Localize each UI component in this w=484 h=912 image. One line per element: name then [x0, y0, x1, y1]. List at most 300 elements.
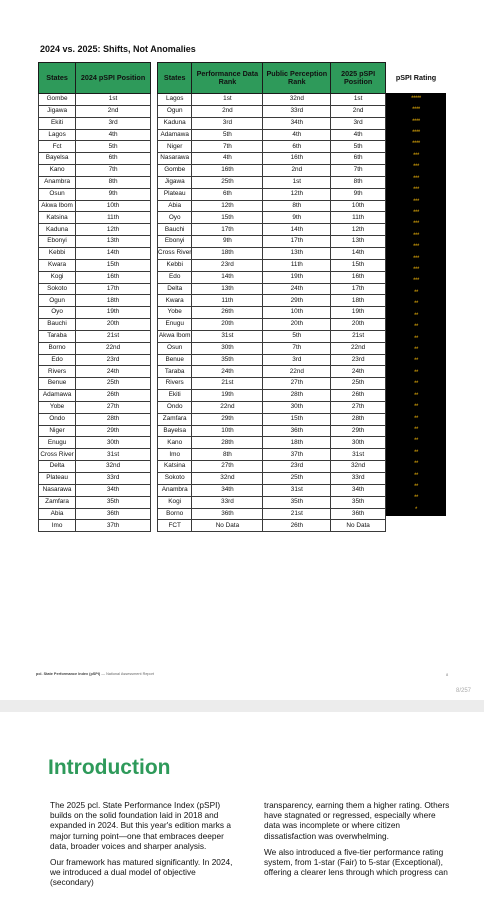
rank-cell: 35th — [76, 496, 151, 508]
table-row — [158, 390, 386, 402]
state-cell: Kogi — [158, 496, 192, 508]
table-row — [158, 366, 386, 378]
rank-cell: 25th — [263, 473, 331, 485]
rank-cell: 17th — [76, 283, 151, 295]
table-row — [39, 520, 151, 532]
footer-subtitle: — National Assessment Report — [100, 672, 154, 676]
rank-cell: 9th — [331, 188, 386, 200]
table-row — [39, 307, 151, 319]
rank-cell: 29th — [76, 425, 151, 437]
rank-cell: 33rd — [192, 496, 263, 508]
rank-cell: 15th — [331, 259, 386, 271]
rank-cell: 5th — [263, 330, 331, 342]
page-footer — [36, 672, 154, 676]
rank-cell: 30th — [263, 401, 331, 413]
star-rating: ** — [414, 438, 418, 445]
rank-cell: 31st — [331, 449, 386, 461]
star-rating: ** — [414, 358, 418, 365]
rank-cell: 24th — [263, 283, 331, 295]
state-cell: Katsina — [39, 212, 76, 224]
rank-cell: 7th — [263, 342, 331, 354]
table-row — [39, 200, 151, 212]
table-row — [158, 94, 386, 106]
rank-cell: 31st — [76, 449, 151, 461]
state-cell: Ekiti — [158, 390, 192, 402]
rating-header: pSPI Rating — [395, 73, 437, 82]
state-cell: Abia — [39, 508, 76, 520]
rank-cell: 9th — [76, 188, 151, 200]
rank-cell: 37th — [263, 449, 331, 461]
star-rating: *** — [413, 152, 419, 159]
state-cell: Osun — [39, 188, 76, 200]
table-row — [39, 413, 151, 425]
rank-cell: 23rd — [263, 461, 331, 473]
rank-cell: 28th — [263, 390, 331, 402]
star-rating: ** — [414, 404, 418, 411]
table-row — [158, 176, 386, 188]
state-cell: Gombe — [39, 94, 76, 106]
rank-cell: 2nd — [331, 105, 386, 117]
rank-cell: 13th — [76, 236, 151, 248]
rank-cell: 4th — [331, 129, 386, 141]
star-rating: ** — [414, 312, 418, 319]
state-cell: Rivers — [158, 378, 192, 390]
table-row — [39, 425, 151, 437]
rank-cell: 37th — [76, 520, 151, 532]
rank-cell: 17th — [192, 224, 263, 236]
rank-cell: 13th — [331, 236, 386, 248]
table-row — [39, 496, 151, 508]
rank-cell: 31st — [263, 484, 331, 496]
rank-cell: 30th — [76, 437, 151, 449]
section-heading: 2024 vs. 2025: Shifts, Not Anomalies — [40, 44, 196, 54]
rank-cell: 24th — [192, 366, 263, 378]
state-cell: Jigawa — [158, 176, 192, 188]
rank-cell: 24th — [331, 366, 386, 378]
rank-cell: 26th — [331, 390, 386, 402]
rank-cell: 13th — [192, 283, 263, 295]
table-row — [158, 342, 386, 354]
table-row — [158, 484, 386, 496]
rank-cell: 36th — [76, 508, 151, 520]
rank-cell: 20th — [263, 319, 331, 331]
rank-cell: 34th — [192, 484, 263, 496]
table-row — [39, 259, 151, 271]
state-cell: Anambra — [158, 484, 192, 496]
column-header: Performance Data Rank — [192, 63, 263, 94]
table-row — [158, 473, 386, 485]
rank-cell: 4th — [76, 129, 151, 141]
state-cell: Ebonyi — [39, 236, 76, 248]
rank-cell: 22nd — [331, 342, 386, 354]
rank-cell: 35th — [331, 496, 386, 508]
rank-cell: 10th — [192, 425, 263, 437]
rating-stars-list — [386, 93, 446, 516]
rank-cell: 18th — [331, 295, 386, 307]
rank-cell: 15th — [263, 413, 331, 425]
state-cell: Delta — [39, 461, 76, 473]
state-cell: Borno — [158, 508, 192, 520]
table-row — [39, 295, 151, 307]
star-rating: ** — [414, 301, 418, 308]
rank-cell: 1st — [331, 94, 386, 106]
rank-cell: 4th — [263, 129, 331, 141]
rank-cell: 30th — [331, 437, 386, 449]
state-cell: Imo — [39, 520, 76, 532]
rank-cell: 12th — [263, 188, 331, 200]
table-row — [158, 413, 386, 425]
state-cell: Borno — [39, 342, 76, 354]
table-row — [39, 176, 151, 188]
report-page-next — [0, 712, 484, 912]
table-row — [39, 461, 151, 473]
state-cell: Enugu — [39, 437, 76, 449]
rank-cell: 8th — [76, 176, 151, 188]
rank-cell: 3rd — [192, 117, 263, 129]
star-rating: ** — [414, 461, 418, 468]
rank-cell: 25th — [76, 378, 151, 390]
rank-cell: 6th — [263, 141, 331, 153]
table-row — [39, 484, 151, 496]
rank-cell: 19th — [263, 271, 331, 283]
rank-cell: 27th — [263, 378, 331, 390]
rank-cell: 9th — [263, 212, 331, 224]
rank-cell: 6th — [76, 153, 151, 165]
state-cell: Lagos — [39, 129, 76, 141]
rank-cell: 17th — [331, 283, 386, 295]
state-cell: Ebonyi — [158, 236, 192, 248]
rank-cell: 14th — [76, 247, 151, 259]
rank-cell: 2nd — [263, 165, 331, 177]
rank-cell: 8th — [263, 200, 331, 212]
state-cell: Jigawa — [39, 105, 76, 117]
rank-cell: 5th — [76, 141, 151, 153]
table-row — [39, 283, 151, 295]
paragraph: Our framework has matured significantly. In 2024, we introduced a dual model of objective (secondary) — [50, 857, 233, 888]
table-row — [39, 165, 151, 177]
state-cell: Akwa Ibom — [39, 200, 76, 212]
table-row — [158, 188, 386, 200]
state-cell: Niger — [39, 425, 76, 437]
state-cell: Bayelsa — [158, 425, 192, 437]
rank-cell: 28th — [192, 437, 263, 449]
state-cell: Oyo — [39, 307, 76, 319]
table-row — [39, 473, 151, 485]
rank-cell: 16th — [76, 271, 151, 283]
state-cell: Sokoto — [158, 473, 192, 485]
rank-cell: 27th — [192, 461, 263, 473]
rank-cell: 12th — [76, 224, 151, 236]
star-rating: ** — [414, 426, 418, 433]
star-rating: *** — [413, 244, 419, 251]
table-row — [39, 247, 151, 259]
table-row — [39, 330, 151, 342]
rank-cell: 22nd — [263, 366, 331, 378]
state-cell: Kebbi — [158, 259, 192, 271]
rank-cell: 28th — [76, 413, 151, 425]
state-cell: Bauchi — [158, 224, 192, 236]
rank-cell: 5th — [331, 141, 386, 153]
state-cell: Taraba — [158, 366, 192, 378]
table-row — [158, 165, 386, 177]
star-rating: ** — [414, 381, 418, 388]
state-cell: Kano — [39, 165, 76, 177]
state-cell: Katsina — [158, 461, 192, 473]
state-cell: FCT — [158, 520, 192, 532]
rank-cell: 14th — [331, 247, 386, 259]
rank-cell: 10th — [331, 200, 386, 212]
star-rating: ** — [414, 346, 418, 353]
table-row — [39, 401, 151, 413]
rank-cell: 6th — [331, 153, 386, 165]
state-cell: Zamfara — [39, 496, 76, 508]
rank-cell: 35th — [263, 496, 331, 508]
table-row — [39, 105, 151, 117]
table-row — [39, 390, 151, 402]
star-rating: ** — [414, 369, 418, 376]
table-row — [158, 508, 386, 520]
rank-cell: 13th — [263, 247, 331, 259]
rank-cell: 34th — [331, 484, 386, 496]
rank-cell: 22nd — [192, 401, 263, 413]
rank-cell: 11th — [263, 259, 331, 271]
star-rating: ** — [414, 415, 418, 422]
star-rating: *** — [413, 164, 419, 171]
rank-cell: 18th — [192, 247, 263, 259]
state-cell: Kano — [158, 437, 192, 449]
rank-cell: 7th — [331, 165, 386, 177]
table-row — [39, 129, 151, 141]
state-cell: Edo — [158, 271, 192, 283]
table-row — [158, 153, 386, 165]
table-row — [158, 271, 386, 283]
star-rating: *** — [413, 232, 419, 239]
rank-cell: 1st — [192, 94, 263, 106]
state-cell: Kogi — [39, 271, 76, 283]
table-row — [158, 425, 386, 437]
rank-cell: 20th — [331, 319, 386, 331]
state-cell: Ogun — [39, 295, 76, 307]
state-cell: Imo — [158, 449, 192, 461]
state-cell: Benue — [158, 354, 192, 366]
rank-cell: 20th — [192, 319, 263, 331]
table-row — [39, 437, 151, 449]
rank-cell: 12th — [331, 224, 386, 236]
table-2025-positions — [157, 62, 386, 532]
rank-cell: 21st — [192, 378, 263, 390]
table-row — [39, 94, 151, 106]
state-cell: Plateau — [158, 188, 192, 200]
star-rating: ** — [414, 324, 418, 331]
state-cell: Kwara — [39, 259, 76, 271]
rank-cell: 21st — [331, 330, 386, 342]
rank-cell: 21st — [263, 508, 331, 520]
state-cell: Ondo — [158, 401, 192, 413]
rank-cell: 25th — [331, 378, 386, 390]
rank-cell: 26th — [192, 307, 263, 319]
table-row — [158, 354, 386, 366]
rank-cell: 23rd — [331, 354, 386, 366]
page-separator — [0, 700, 484, 712]
text-column-right — [264, 800, 454, 883]
rank-cell: 16th — [263, 153, 331, 165]
state-cell: Zamfara — [158, 413, 192, 425]
table-2024-positions — [38, 62, 151, 532]
rank-cell: 29th — [192, 413, 263, 425]
state-cell: Delta — [158, 283, 192, 295]
table-row — [158, 437, 386, 449]
table-row — [158, 236, 386, 248]
rank-cell: 32nd — [76, 461, 151, 473]
rank-cell: 29th — [331, 425, 386, 437]
star-rating: ** — [414, 472, 418, 479]
star-rating: * — [415, 506, 417, 513]
state-cell: Lagos — [158, 94, 192, 106]
star-rating: ** — [414, 495, 418, 502]
rank-cell: 34th — [263, 117, 331, 129]
star-rating: ** — [414, 289, 418, 296]
table-row — [158, 105, 386, 117]
intro-title: Introduction — [48, 756, 171, 779]
star-rating: ** — [414, 449, 418, 456]
column-header: Public Perception Rank — [263, 63, 331, 94]
state-cell: Kebbi — [39, 247, 76, 259]
rank-cell: 23rd — [76, 354, 151, 366]
star-rating: **** — [412, 107, 420, 114]
paragraph: We also introduced a five-tier performance rating system, from 1-star (Fair) to 5-star (Exceptional), offering a clearer lens through which progress can — [264, 846, 448, 878]
rank-cell: 36th — [263, 425, 331, 437]
state-cell: Fct — [39, 141, 76, 153]
state-cell: Ogun — [158, 105, 192, 117]
rank-cell: 32nd — [331, 461, 386, 473]
state-cell: Ekiti — [39, 117, 76, 129]
table-row — [39, 141, 151, 153]
table-row — [39, 117, 151, 129]
rank-cell: 17th — [263, 236, 331, 248]
rank-cell: 19th — [331, 307, 386, 319]
star-rating: *** — [413, 175, 419, 182]
state-cell: Plateau — [39, 473, 76, 485]
rank-cell: 1st — [76, 94, 151, 106]
rank-cell: 33rd — [263, 105, 331, 117]
table-row — [39, 342, 151, 354]
state-cell: Cross River — [158, 247, 192, 259]
star-rating: *** — [413, 278, 419, 285]
column-header: States — [39, 63, 76, 94]
table-row — [158, 200, 386, 212]
footer-brand: pcl. State Performance Index (pSPI) — [36, 672, 101, 676]
table-row — [39, 188, 151, 200]
rank-cell: 2nd — [76, 105, 151, 117]
table-row — [158, 330, 386, 342]
table-row — [158, 212, 386, 224]
rank-cell: 7th — [192, 141, 263, 153]
state-cell: Kwara — [158, 295, 192, 307]
rank-cell: 32nd — [263, 94, 331, 106]
rank-cell: 36th — [192, 508, 263, 520]
rank-cell: 2nd — [192, 105, 263, 117]
rank-cell: 11th — [76, 212, 151, 224]
column-header: States — [158, 63, 192, 94]
table-row — [158, 247, 386, 259]
table-row — [158, 401, 386, 413]
pspi-rating-column — [386, 62, 446, 516]
state-cell: Akwa Ibom — [158, 330, 192, 342]
rank-cell: 1st — [263, 176, 331, 188]
rank-cell: 32nd — [192, 473, 263, 485]
table-row — [158, 449, 386, 461]
state-cell: Rivers — [39, 366, 76, 378]
state-cell: Cross River — [39, 449, 76, 461]
table-row — [158, 129, 386, 141]
state-cell: Benue — [39, 378, 76, 390]
rank-cell: 14th — [192, 271, 263, 283]
star-rating: *** — [413, 255, 419, 262]
rank-cell: No Data — [331, 520, 386, 532]
rank-cell: 4th — [192, 153, 263, 165]
table-row — [158, 461, 386, 473]
state-cell: Nasarawa — [39, 484, 76, 496]
state-cell: Kaduna — [39, 224, 76, 236]
state-cell: Bayelsa — [39, 153, 76, 165]
column-header: 2024 pSPI Position — [76, 63, 151, 94]
state-cell: Kaduna — [158, 117, 192, 129]
table-row — [158, 378, 386, 390]
table-row — [158, 224, 386, 236]
star-rating: ** — [414, 392, 418, 399]
state-cell: Oyo — [158, 212, 192, 224]
state-cell: Gombe — [158, 165, 192, 177]
rank-cell: 16th — [331, 271, 386, 283]
state-cell: Adamawa — [158, 129, 192, 141]
state-cell: Nasarawa — [158, 153, 192, 165]
table-row — [39, 378, 151, 390]
star-rating: **** — [412, 141, 420, 148]
rank-cell: 30th — [192, 342, 263, 354]
table-row — [158, 259, 386, 271]
rank-cell: 26th — [263, 520, 331, 532]
rank-cell: 31st — [192, 330, 263, 342]
star-rating: *** — [413, 198, 419, 205]
state-cell: Taraba — [39, 330, 76, 342]
state-cell: Enugu — [158, 319, 192, 331]
star-rating: ***** — [411, 95, 421, 102]
star-rating: *** — [413, 267, 419, 274]
rank-cell: 20th — [76, 319, 151, 331]
rank-cell: 5th — [192, 129, 263, 141]
star-rating: *** — [413, 187, 419, 194]
rank-cell: 3rd — [76, 117, 151, 129]
star-rating: *** — [413, 209, 419, 216]
rank-cell: 33rd — [76, 473, 151, 485]
table-row — [39, 271, 151, 283]
table-row — [158, 520, 386, 532]
rank-cell: 8th — [331, 176, 386, 188]
rank-cell: 19th — [76, 307, 151, 319]
table-row — [158, 295, 386, 307]
paragraph: The 2025 pcl. State Performance Index (pSPI) builds on the solid foundation laid in 2018 and expanded in 2024. But this year's edition marks a major turning point—one that embraces deeper data, broader voices and sharper analysis. — [50, 800, 231, 851]
paragraph: transparency, earning them a higher rating. Others have stagnated or regressed, especially where data was incomplete or where citizen dissatisfaction was overwhelming. — [264, 800, 450, 841]
rank-cell: 15th — [76, 259, 151, 271]
state-cell: Abia — [158, 200, 192, 212]
rank-cell: 18th — [76, 295, 151, 307]
text-column-left — [50, 800, 240, 894]
state-cell: Osun — [158, 342, 192, 354]
rank-cell: 34th — [76, 484, 151, 496]
table-row — [158, 319, 386, 331]
rank-cell: 7th — [76, 165, 151, 177]
star-rating: **** — [412, 129, 420, 136]
